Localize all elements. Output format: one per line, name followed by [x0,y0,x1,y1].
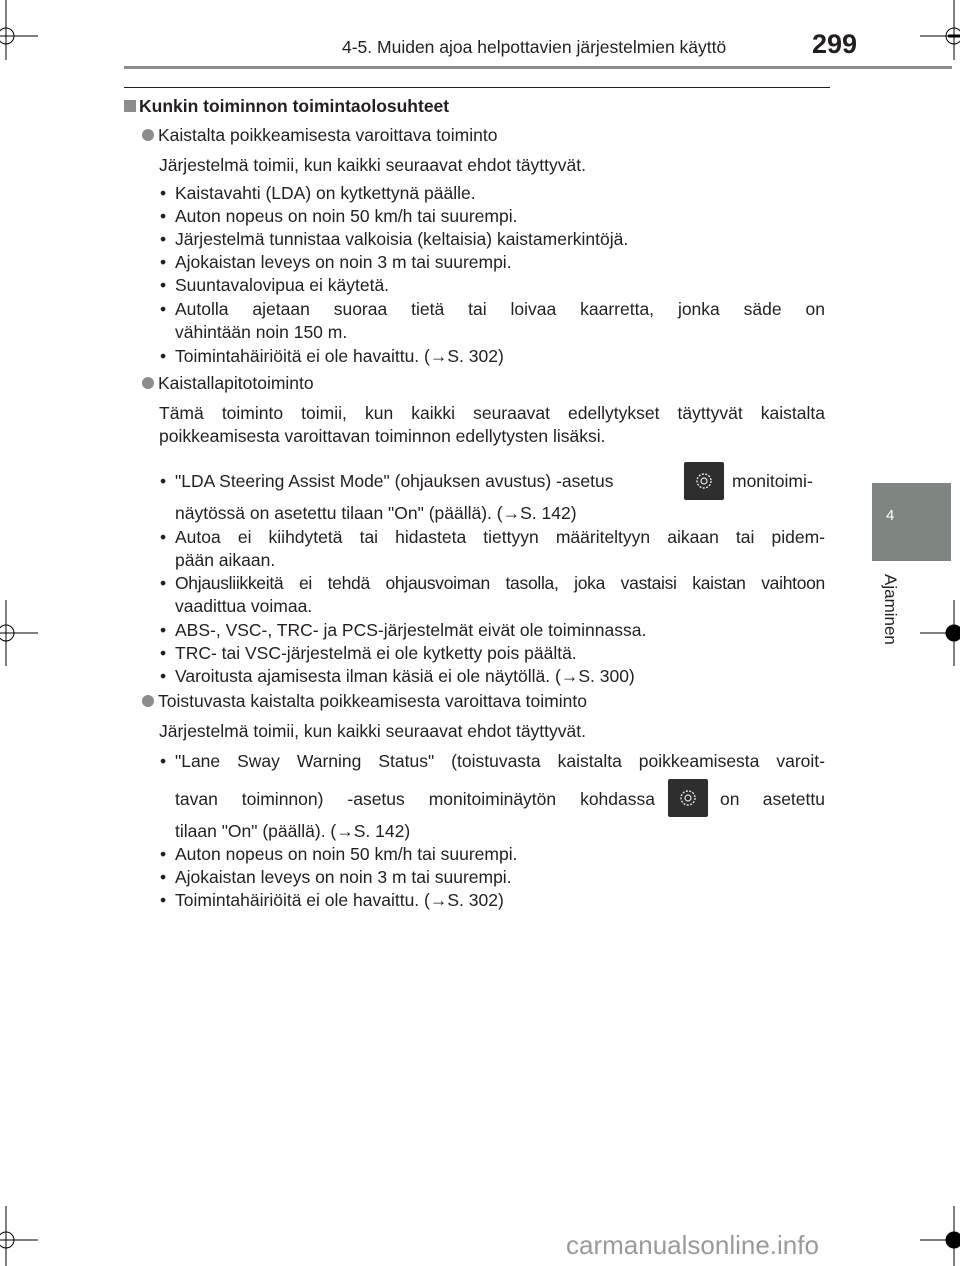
lka-item-3-line-1: Ohjausliikkeitä ei tehdä ohjausvoiman tasolla, joka vastaisi kaistan vaihtoon [175,573,825,593]
settings-gear-icon [668,779,708,817]
sway-item-1-line-3: tilaan "On" (päällä). (→S. 142) [175,821,411,841]
lka-item-5: TRC- tai VSC-järjestelmä ei ole kytketty pois päältä. [175,643,577,663]
chapter-title: Ajaminen [881,574,900,645]
sway-item-1-line-1: "Lane Sway Warning Status" (toistuvasta kaistalta poikkeamisesta varoit- [175,751,825,771]
header-rule [124,66,952,69]
sway-item-4: Toimintahäiriöitä ei ole havaittu. (→S. 302) [175,890,504,910]
lka-item-2-line-2: pään aikaan. [175,550,276,570]
bullet-icon: • [160,620,167,640]
lka-item-1-line-2: näytössä on asetettu tilaan "On" (päällä). (→S. 142) [175,503,577,523]
lda-circle-icon [142,129,154,141]
lka-item-6: Varoitusta ajamisesta ilman käsiä ei ole näytöllä. (→S. 300) [175,666,635,686]
lda-item-4: Ajokaistan leveys on noin 3 m tai suurempi. [175,252,512,272]
lda-intro: Järjestelmä toimii, kun kaikki seuraavat ehdot täyttyvät. [159,155,586,175]
lka-item-4: ABS-, VSC-, TRC- ja PCS-järjestelmät eivät ole toiminnassa. [175,620,647,640]
header-section-title: 4-5. Muiden ajoa helpottavien järjestelmien käyttö [342,37,727,57]
bullet-icon: • [160,229,167,249]
crop-mark-bottom-right [910,1200,960,1266]
lka-intro-line-1: Tämä toiminto toimii, kun kaikki seuraavat edellytykset täyttyvät kaistalta [159,403,825,423]
lda-item-1: Kaistavahti (LDA) on kytkettynä päälle. [175,183,476,203]
crop-mark-top-right [910,0,960,70]
sway-title: Toistuvasta kaistalta poikkeamisesta varoittava toiminto [158,691,587,711]
bullet-icon: • [160,890,167,910]
crop-mark-mid-right [910,600,960,670]
lda-item-6-line-1: Autolla ajetaan suoraa tietä tai loivaa kaarretta, jonka säde on [175,299,825,319]
chapter-number: 4 [886,507,895,524]
bullet-icon: • [160,573,167,593]
sway-item-2: Auton nopeus on noin 50 km/h tai suurempi. [175,844,518,864]
bullet-icon: • [160,643,167,663]
sway-circle-icon [142,695,154,707]
lka-item-1-line-1a: "LDA Steering Assist Mode" (ohjauksen avustus) -asetus [175,471,614,491]
bullet-icon: • [160,471,167,491]
heading-square-icon [124,100,136,112]
bullet-icon: • [160,867,167,887]
bullet-icon: • [160,844,167,864]
lda-item-3: Järjestelmä tunnistaa valkoisia (keltaisia) kaistamerkintöjä. [175,229,629,249]
lka-item-1-line-1b: monitoimi- [732,471,813,491]
lda-title: Kaistalta poikkeamisesta varoittava toiminto [158,125,498,145]
sway-intro: Järjestelmä toimii, kun kaikki seuraavat ehdot täyttyvät. [159,721,586,741]
bullet-icon: • [160,666,167,686]
settings-gear-icon [684,462,724,500]
chapter-tab [872,483,951,561]
crop-mark-bottom-left [0,1200,40,1266]
bullet-icon: • [160,299,167,319]
sway-item-1-line-2b: on asetettu [720,789,825,809]
bullet-icon: • [160,346,167,366]
bullet-icon: • [160,206,167,226]
bullet-icon: • [160,527,167,547]
footer-watermark: carmanualsonline.info [566,1230,819,1260]
crop-mark-mid-left [0,600,40,670]
bullet-icon: • [160,275,167,295]
lda-item-6-line-2: vähintään noin 150 m. [175,322,348,342]
heading-rule [124,87,830,88]
lda-item-2: Auton nopeus on noin 50 km/h tai suurempi. [175,206,518,226]
lka-title: Kaistallapitotoiminto [158,373,314,393]
lka-item-3-line-2: vaadittua voimaa. [175,596,313,616]
lda-item-5: Suuntavalovipua ei käytetä. [175,275,390,295]
bullet-icon: • [160,751,167,771]
sway-item-3: Ajokaistan leveys on noin 3 m tai suurempi. [175,867,512,887]
crop-mark-top-left [0,0,40,70]
section-heading: Kunkin toiminnon toimintaolosuhteet [139,96,450,116]
sway-item-1-line-2a: tavan toiminnon) -asetus monitoiminäytön kohdassa [175,789,655,809]
lka-circle-icon [142,377,154,389]
lda-item-7: Toimintahäiriöitä ei ole havaittu. (→S. 302) [175,346,504,366]
bullet-icon: • [160,183,167,203]
lka-item-2-line-1: Autoa ei kiihdytetä tai hidasteta tiettyyn määriteltyyn aikaan tai pidem- [175,527,825,547]
page-number: 299 [812,29,858,59]
bullet-icon: • [160,252,167,272]
lka-intro-line-2: poikkeamisesta varoittavan toiminnon edellytysten lisäksi. [159,426,606,446]
